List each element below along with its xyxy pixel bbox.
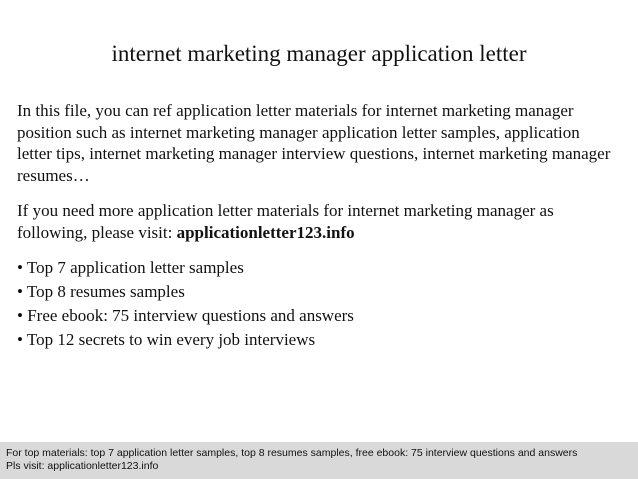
list-item: • Top 8 resumes samples [17,282,185,301]
list-item: • Top 7 application letter samples [17,258,244,277]
document-body [17,100,617,353]
visit-text: If you need more application letter materials for internet marketing manager as following, please visit: [17,201,554,242]
list-item: • Top 12 secrets to win every job interviews [17,330,316,349]
visit-paragraph [17,200,617,243]
intro-paragraph: In this file, you can ref application letter materials for internet marketing manager position such as internet marketing manager application letter samples, application letter tips, internet marketing manager interview questions, internet marketing manager resumes… [17,101,611,185]
bullet-list [17,257,617,351]
list-item: • Free ebook: 75 interview questions and answers [17,306,354,325]
footer-line-visit: Pls visit: applicationletter123.info [6,460,159,472]
footer-line-materials: For top materials: top 7 application letter samples, top 8 resumes samples, free ebook: 75 interview questions and answers [6,447,578,459]
footer-bar [0,442,638,479]
visit-link[interactable]: applicationletter123.info [176,222,355,242]
page-title: internet marketing manager application letter [111,41,527,66]
